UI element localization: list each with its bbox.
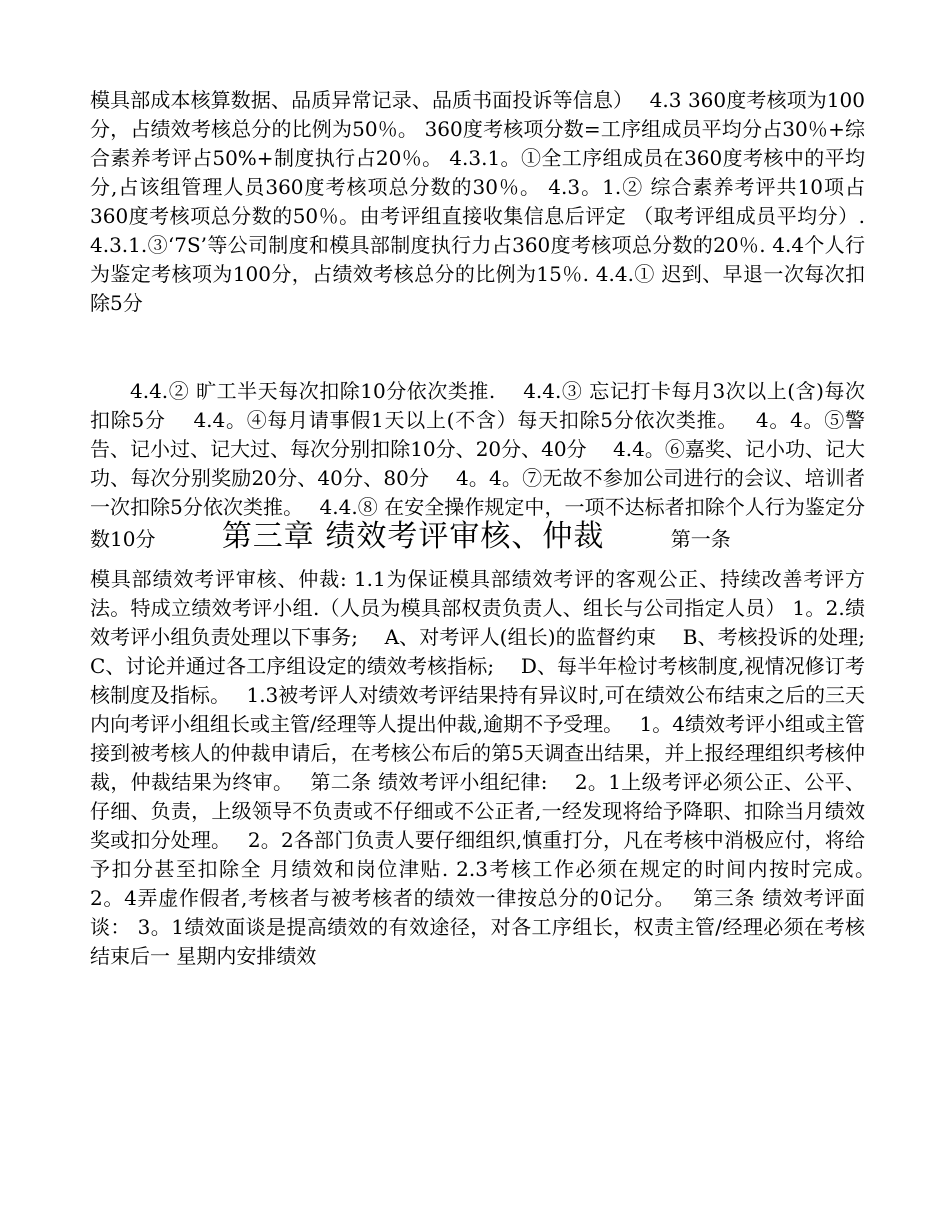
behavior-deductions-text: 4.4.② 旷工半天每次扣除10分依次类推. 4.4.③ 忘记打卡每月3次以上(含)每次扣除5分 4.4。④每月请事假1天以上(不含）每天扣除5分依次类推。 4。4。⑤警告、记小过、记大过、每次分别扣除10分、20分、40分 4.4。⑥嘉奖、记小功、记大功、每次分别奖励20分、40分、80分 4。4。⑦无故不参加公司进行的会议、培训者一次扣除5分依次类推。 4.4.⑧ 在安全操作规定中，一项不达标者扣除个人行为鉴定分数10分 xyxy=(90,379,865,551)
article-one-label: 第一条 xyxy=(670,527,731,551)
paragraph-behavior-deductions xyxy=(90,377,865,554)
paragraph-review-arbitration: 模具部绩效考评审核、仲裁: 1.1为保证模具部绩效考评的客观公正、持续改善考评方法。特成立绩效考评小组.（人员为模具部权责负责人、组长与公司指定人员） 1。2.绩效考评小组负责处理以下事务; A、对考评人(组长)的监督约束 B、考核投诉的处理; C、讨论并通过各工序组设定的绩效考核指标; D、每半年检讨考核制度,视情况修订考核制度及指标。 1.3被考评人对绩效考评结果持有异议时,可在绩效公布结束之后的三天内向考评小组组长或主管/经理等人提出仲裁,逾期不予受理。 1。4绩效考评小组或主管接到被考核人的仲裁申请后，在考核公布后的第5天调查出结果，并上报经理组织考核仲裁，仲裁结果为终审。 第二条 绩效考评小组纪律: 2。1上级考评必须公正、公平、仔细、负责，上级领导不负责或不仔细或不公正者,一经发现将给予降职、扣除当月绩效奖或扣分处理。 2。2各部门负责人要仔细组织,慎重打分，凡在考核中消极应付，将给予扣分甚至扣除全 月绩效和岗位津贴. 2.3考核工作必须在规定的时间内按时完成。 2。4弄虚作假者,考核者与被考核者的绩效一律按总分的0记分。 第三条 绩效考评面谈： 3。1绩效面谈是提高绩效的有效途径，对各工序组长，权责主管/经理必须在考核结束后一 星期内安排绩效 xyxy=(90,567,892,968)
paragraph-performance-scoring: 模具部成本核算数据、品质异常记录、品质书面投诉等信息） 4.3 360度考核项为100分，占绩效考核总分的比例为50％。 360度考核项分数=工序组成员平均分占30％+综合素养考评占50%+制度执行占20％。 4.3.1。①全工序组成员在360度考核中的平均分,占该组管理人员360度考核项总分数的30％。 4.3。1.② 综合素养考评共10项占360度考核项总分数的50％。由考评组直接收集信息后评定 （取考评组成员平均分）. 4.3.1.③‘7S’等公司制度和模具部制度执行力占360度考核项总分数的20％. 4.4个人行为鉴定考核项为100分，占绩效考核总分的比例为15％. 4.4.① 迟到、早退一次每次扣除5分 xyxy=(90,88,865,315)
chapter-heading: 第三章 绩效考评审核、仲裁 xyxy=(221,519,605,554)
